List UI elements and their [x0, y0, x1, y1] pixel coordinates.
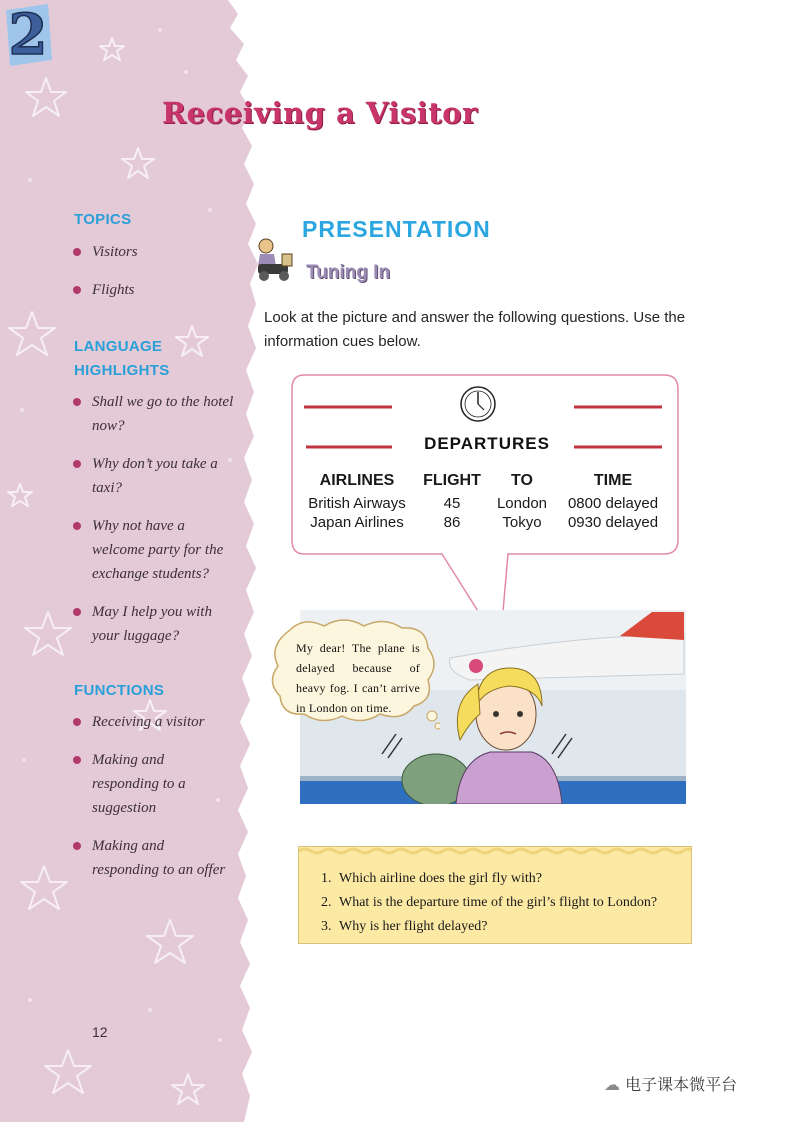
mascot-icon — [252, 236, 302, 282]
language-highlights-heading: LANGUAGE HIGHLIGHTS — [74, 338, 170, 379]
table-cell: 86 — [443, 514, 461, 531]
topics-list — [70, 240, 240, 302]
list-item: Receiving a visitor — [70, 710, 240, 734]
questions-box — [298, 846, 692, 944]
chapter-title: Receiving a Visitor — [162, 96, 478, 130]
list-item: Flights — [70, 278, 240, 302]
column-header: TIME — [593, 472, 633, 489]
table-header-row — [298, 470, 670, 494]
column-header: TO — [511, 472, 533, 489]
sidebar — [0, 0, 260, 1122]
list-item: 1. Which airline does the girl fly with? — [335, 867, 691, 891]
bullet-icon — [73, 522, 81, 530]
functions-list — [70, 710, 240, 882]
presentation-heading: PRESENTATION — [302, 216, 491, 242]
clock-icon — [461, 387, 495, 421]
table-cell: 0930 delayed — [567, 514, 659, 531]
list-item: May I help you with your luggage? — [70, 600, 240, 648]
table-cell: London — [496, 495, 548, 512]
table-cell: 45 — [443, 495, 461, 512]
wechat-glyph-icon: ☁︎ — [604, 1075, 626, 1094]
bullet-icon — [73, 756, 81, 764]
wechat-icon — [598, 1071, 599, 1072]
bullet-icon — [73, 286, 81, 294]
chapter-number-badge — [0, 0, 56, 70]
column-header: AIRLINES — [319, 472, 395, 489]
table-cell: British Airways — [308, 495, 406, 512]
functions-heading: FUNCTIONS — [74, 682, 165, 699]
departures-table — [298, 470, 670, 532]
bullet-icon — [73, 248, 81, 256]
watermark: ☁︎ 电子课本微平台 — [604, 1075, 738, 1094]
questions-list — [299, 867, 691, 939]
bullet-icon — [73, 842, 81, 850]
list-item: Making and responding to a suggestion — [70, 748, 240, 820]
page-number: 12 — [92, 1024, 108, 1040]
bullet-icon — [73, 718, 81, 726]
table-row — [298, 513, 670, 532]
list-item: 3. Why is her flight delayed? — [335, 915, 691, 939]
bullet-icon — [73, 398, 81, 406]
list-item: 2. What is the departure time of the girl’s flight to London? — [335, 891, 691, 915]
list-item: Visitors — [70, 240, 240, 264]
list-item: Why not have a welcome party for the exchange students? — [70, 514, 240, 586]
instructions-text: Look at the picture and answer the following questions. Use the information cues below. — [264, 309, 686, 350]
list-item: Why don’t you take a taxi? — [70, 452, 240, 500]
bullet-icon — [73, 460, 81, 468]
column-header: FLIGHT — [423, 472, 481, 489]
list-item: Shall we go to the hotel now? — [70, 390, 240, 438]
bullet-icon — [73, 608, 81, 616]
table-row — [298, 494, 670, 513]
table-cell: Tokyo — [502, 514, 542, 531]
chapter-number: 2 — [8, 2, 48, 68]
table-cell: 0800 delayed — [567, 495, 659, 512]
thought-bubble-text: My dear! The plane is delayed because of heavy fog. I can’t arrive in London on time. — [296, 641, 420, 715]
tuning-in-heading: Tuning In — [306, 262, 391, 283]
departures-title: DEPARTURES — [424, 434, 550, 453]
decorative-border — [299, 847, 691, 855]
table-cell: Japan Airlines — [310, 514, 404, 531]
language-highlights-list — [70, 390, 240, 648]
topics-heading: TOPICS — [74, 211, 132, 228]
list-item: Making and responding to an offer — [70, 834, 240, 882]
